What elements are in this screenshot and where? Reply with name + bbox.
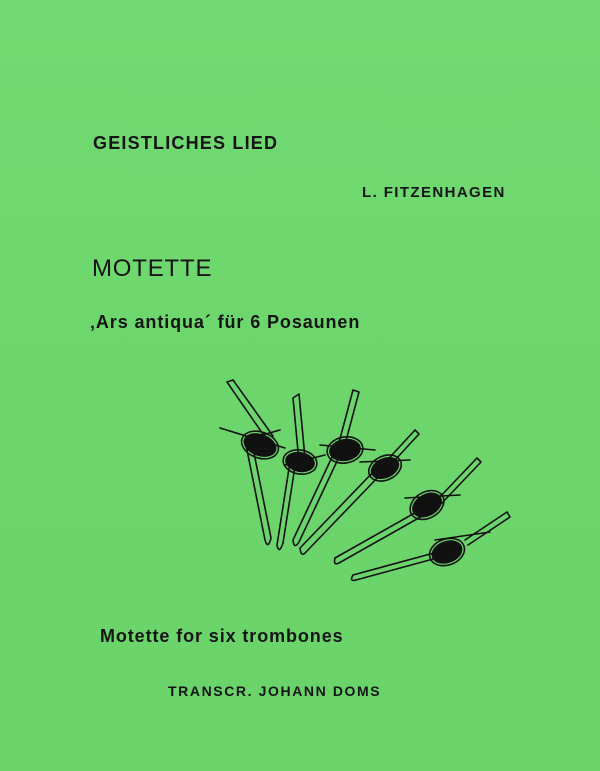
composer-name: L. FITZENHAGEN: [362, 184, 506, 201]
piece-subtitle: MOTETTE: [92, 255, 213, 282]
trombone-icon: [277, 394, 325, 550]
piece-title: GEISTLICHES LIED: [93, 133, 279, 153]
trombones-illustration: [205, 370, 525, 585]
instrumentation: ‚Ars antiqua´ für 6 Posaunen: [90, 312, 361, 332]
trombone-icon: [220, 380, 285, 545]
arranger-credit: TRANSCR. JOHANN DOMS: [168, 683, 382, 699]
trombone-icon: [352, 512, 510, 580]
english-title: Motette for six trombones: [100, 626, 344, 646]
